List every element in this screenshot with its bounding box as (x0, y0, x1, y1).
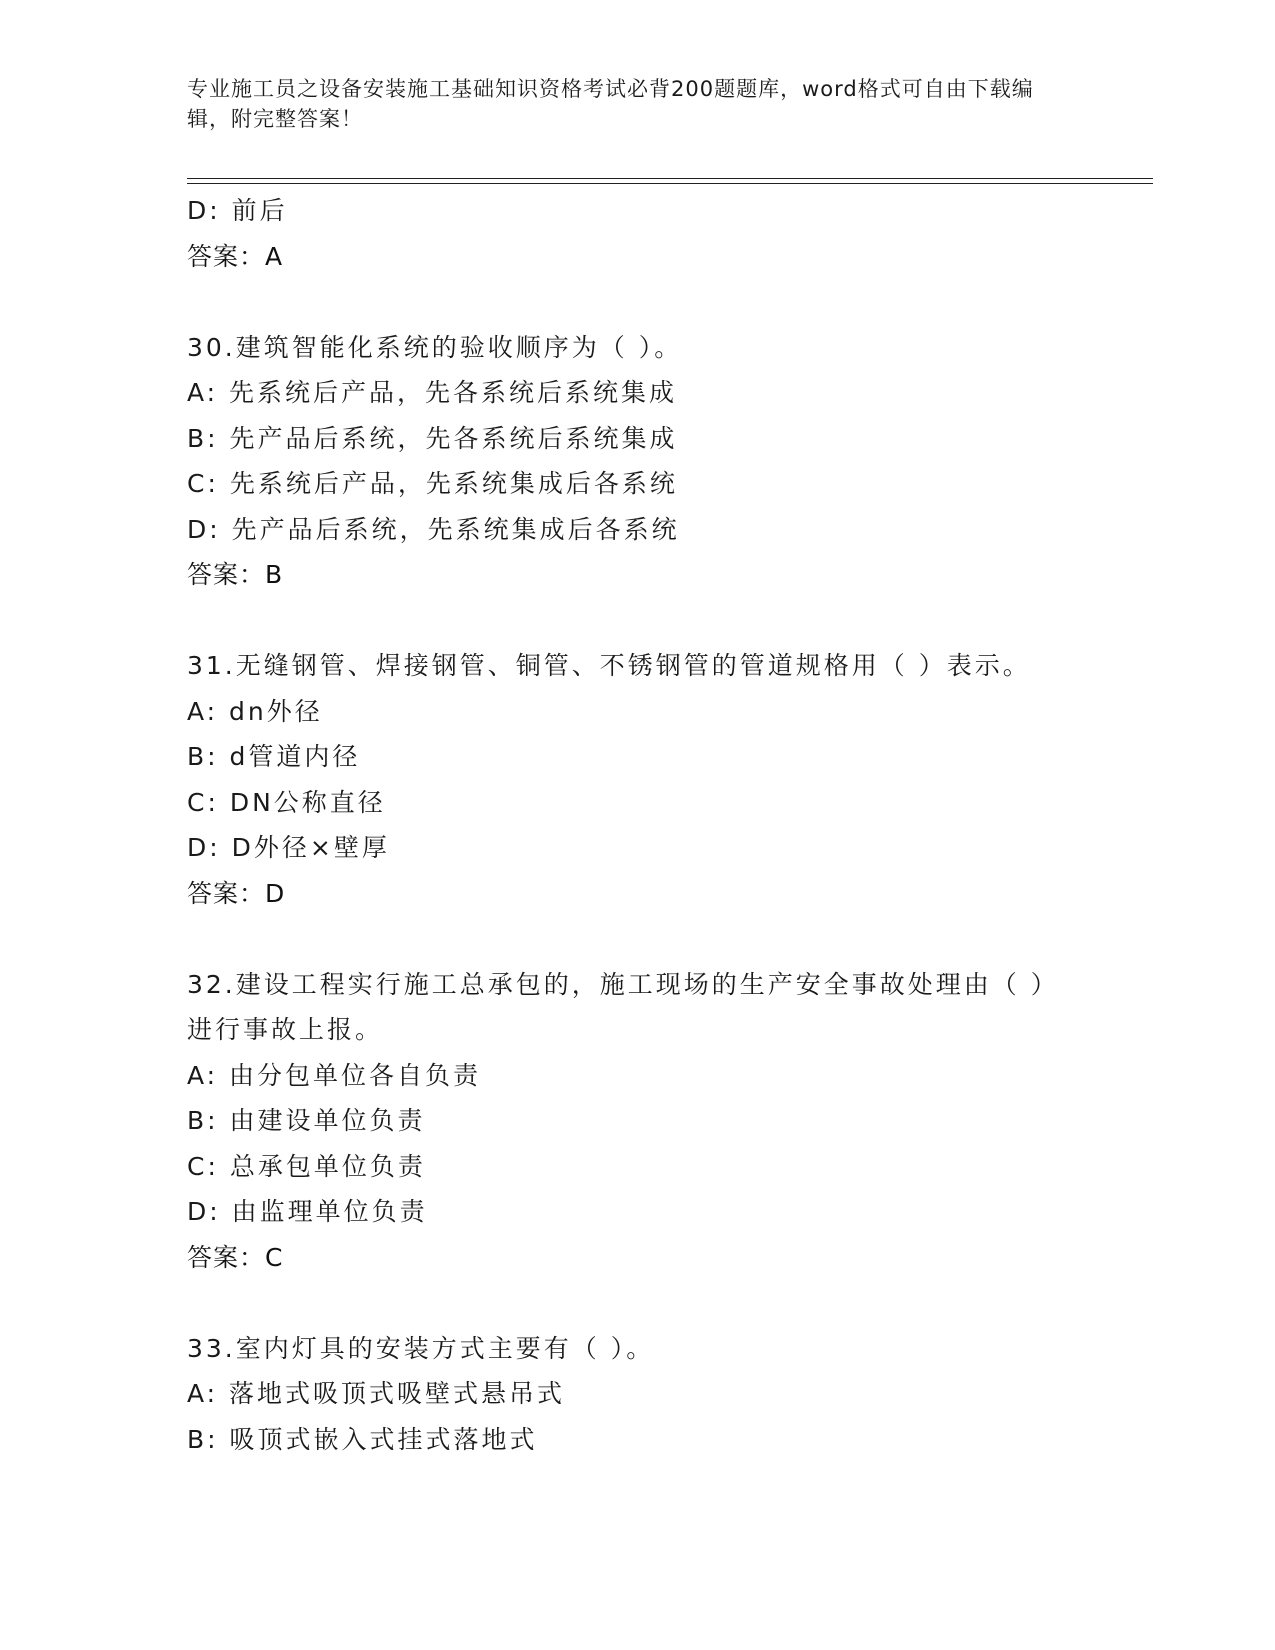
answer: 答案：C (187, 1242, 284, 1272)
option-b: B: d管道内径 (187, 742, 361, 771)
question-list (187, 188, 1137, 1462)
option-c: C: 先系统后产品，先系统集成后各系统 (187, 469, 678, 498)
question-stem: 32.建设工程实行施工总承包的，施工现场的生产安全事故处理由（ ）进行事故上报。 (187, 969, 1047, 1044)
question-30 (187, 325, 1137, 598)
answer: 答案：D (187, 878, 286, 908)
answer: 答案：B (187, 560, 284, 589)
question-stem: 30.建筑智能化系统的验收顺序为（ ）。 (187, 332, 683, 362)
option-a: A: 先系统后产品，先各系统后系统集成 (187, 378, 678, 407)
header-rule-thin (187, 178, 1153, 179)
option-c: C: 总承包单位负责 (187, 1151, 426, 1181)
question-32 (187, 962, 1137, 1281)
option-d: D: D外径×壁厚 (187, 833, 390, 862)
question-stem: 33.室内灯具的安装方式主要有（ ）。 (187, 1333, 655, 1363)
carryover-option-d: D: 前后 (187, 196, 288, 225)
question-33 (187, 1326, 1137, 1463)
spacer (187, 916, 1137, 962)
carryover-answer: 答案：A (187, 241, 284, 271)
spacer (187, 598, 1137, 644)
page-header: 专业施工员之设备安装施工基础知识资格考试必背200题题库，word格式可自由下载编辑，附完整答案！ (187, 77, 1034, 131)
option-b: B: 先产品后系统，先各系统后系统集成 (187, 423, 678, 453)
question-stem: 31.无缝钢管、焊接钢管、铜管、不锈钢管的管道规格用（ ）表示。 (187, 651, 1031, 680)
option-a: A: dn外径 (187, 696, 323, 726)
option-a: A: 落地式吸顶式吸壁式悬吊式 (187, 1379, 566, 1408)
question-31 (187, 643, 1137, 916)
spacer (187, 1280, 1137, 1326)
header-rule-thick (187, 183, 1153, 184)
option-d: D: 由监理单位负责 (187, 1197, 428, 1226)
option-b: B: 吸顶式嵌入式挂式落地式 (187, 1424, 538, 1454)
option-d: D: 先产品后系统，先系统集成后各系统 (187, 514, 680, 544)
option-c: C: DN公称直径 (187, 787, 386, 817)
spacer (187, 279, 1137, 325)
option-b: B: 由建设单位负责 (187, 1106, 426, 1135)
option-a: A: 由分包单位各自负责 (187, 1060, 482, 1090)
